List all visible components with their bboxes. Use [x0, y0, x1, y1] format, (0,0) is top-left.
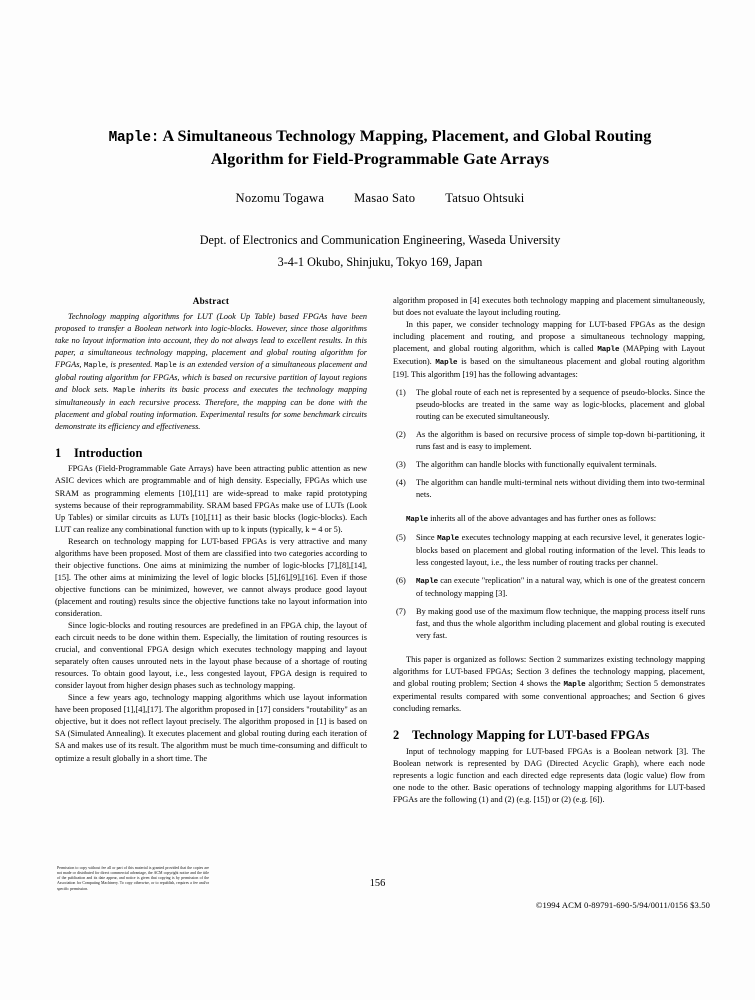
advantages-list-2	[393, 532, 705, 642]
abstract-mono-1: Maple	[83, 362, 106, 371]
body-columns	[55, 295, 705, 806]
list-item-prefix: Since	[416, 533, 438, 543]
list-item-text: By making good use of the maximum flow technique, the mapping process itself runs fast, and thus the whole algorithm including placement and global routing is executed very fast.	[416, 607, 705, 641]
abstract-mono-3: Maple	[113, 386, 136, 395]
abstract-part-2: , is presented.	[105, 360, 155, 370]
list-item	[393, 575, 705, 600]
intro-mono-maple-2: Maple	[435, 359, 458, 368]
section-1-heading	[55, 446, 367, 461]
affiliation-department: Dept. of Electronics and Communication Engineering, Waseda University	[199, 233, 561, 248]
list-marker: (2)	[396, 430, 406, 440]
left-column	[55, 295, 367, 806]
right-column-continued-paragraph: algorithm proposed in [4] executes both technology mapping and placement simultaneously, but does not evaluate the layout including routing.	[393, 296, 705, 318]
intro-part-a: In this paper, we consider technology mapping for LUT-based FPGAs as the design including placement and routing, and propose a simultaneous technology mapping, placement, and global routing algorithm, which is called	[393, 320, 705, 354]
list-item	[393, 387, 705, 423]
organization-paragraph	[393, 654, 705, 715]
organization-part-b: algorithm; Section 5 demonstrates experimental results compared with some conventional approaches; and Section 6 gives concluding remarks.	[393, 679, 706, 714]
right-column	[393, 295, 705, 806]
section-1-title: Introduction	[74, 445, 143, 460]
author-1: Nozomu Togawa	[235, 191, 325, 206]
list-item	[393, 477, 705, 501]
title-system-name: Maple:	[108, 130, 160, 146]
section-1-paragraph-4: Since a few years ago, technology mapping algorithms which use layout information have been proposed [1],[4],[17]. The algorithm proposed in [17] considers "routability" as an objective, but it does not reflect layout precisely. The algorithm proposed in [1] is based on SA (Simulated Annealing). It executes placement and global routing during each iteration of SA and makes use of its result. The algorithm must be much time-consuming and difficult to optimize a result globally in a short time. The	[55, 693, 367, 763]
abstract-text	[55, 311, 367, 432]
affiliation	[55, 230, 705, 273]
author-3: Tatsuo Ohtsuki	[445, 191, 525, 206]
inherit-mono-maple: Maple	[406, 516, 429, 525]
section-2-title: Technology Mapping for LUT-based FPGAs	[412, 728, 650, 743]
list-item-text: The algorithm can handle multi-terminal nets without dividing them into two-terminal nets.	[416, 478, 705, 500]
list-marker: (7)	[396, 607, 406, 617]
inherit-text: inherits all of the above advantages and has further ones as follows:	[428, 514, 657, 524]
list-item-text: The global route of each net is represented by a sequence of pseudo-blocks. Since the pseudo-blocks are treated in the same way as logic-blocks, placement and global routing can be executed simultaneously.	[416, 388, 705, 422]
section-1-paragraph-2: Research on technology mapping for LUT-based FPGAs is very attractive and many algorithms have been proposed. Most of them are classified into two categories according to their objective functions. One aims at minimizing the number of logic-blocks [7],[8],[14],[15]. The other aims at minimizing the level of logic blocks [5],[6],[9],[16]. Even if those objective functions can be minimized, however, we cannot always produce good layout (placement and routing) results since the objective functions take no layout information into consideration.	[55, 536, 367, 618]
section-2-number: 2	[393, 728, 400, 743]
section-2-heading	[393, 728, 705, 743]
section-1-paragraph-1: FPGAs (Field-Programmable Gate Arrays) have been attracting public attention as new ASIC devices which are programmable and of high density. Especially, FPGAs which use SRAM as programming elements [10],[11] are wide-spread to make rapid prototyping systems because of their reprogrammability. SRAM based FPGAs make use of LUTs (Look Up Tables) or similar circuits as LUTs [10],[11] as their basic blocks (logic-blocks). Each LUT can realize any combinational function with up to k inputs (typically, k = 4 or 5).	[55, 464, 367, 534]
list-item	[393, 532, 705, 569]
abstract-heading: Abstract	[192, 296, 230, 307]
abstract-mono-2: Maple	[154, 362, 177, 371]
affiliation-address: 3-4-1 Okubo, Shinjuku, Tokyo 169, Japan	[277, 254, 483, 269]
list-item	[393, 459, 705, 471]
author-list	[55, 191, 705, 206]
list-item-text: executes technology mapping at each recursive level, it generates logic-blocks based on placement and global routing information of the level. This leads to less congested layout, i.e., the less number of routing tracks per channel.	[416, 533, 706, 568]
list-marker: (5)	[396, 533, 406, 543]
list-item-text: As the algorithm is based on recursive process of simple top-down bi-partitioning, it runs fast and is easy to implement.	[416, 430, 705, 452]
section-1-number: 1	[55, 445, 62, 460]
list-marker: (1)	[396, 388, 406, 398]
intro-part-b: (MAPping with Layout Execution).	[393, 344, 705, 367]
advantages-list-1	[393, 387, 705, 501]
list-marker: (4)	[396, 478, 406, 488]
intro-mono-maple-1: Maple	[597, 346, 620, 355]
inherit-paragraph	[393, 513, 705, 526]
abstract-part-1: Technology mapping algorithms for LUT (Look Up Table) based FPGAs have been proposed to transfer a Boolean network into logic-blocks. However, since those algorithms take no layout information into account, they do not always lead to excellent results. In this paper, a simultaneous technology mapping, placement and global routing algorithm for FPGAs,	[55, 312, 367, 370]
list-item-text: The algorithm can handle blocks with functionally equivalent terminals.	[416, 460, 657, 470]
list-marker: (3)	[396, 460, 406, 470]
author-2: Masao Sato	[354, 191, 416, 206]
acm-copyright-line: ©1994 ACM 0-89791-690-5/94/0011/0156 $3.50	[535, 900, 710, 910]
list-item	[393, 429, 705, 453]
organization-mono-maple: Maple	[563, 681, 586, 690]
title-block	[55, 125, 705, 273]
list-item	[393, 606, 705, 642]
section-2-paragraph-1: Input of technology mapping for LUT-based FPGAs is a Boolean network [3]. The Boolean network is represented by DAG (Directed Acyclic Graph), where each node represents a logic function and each directed edge represents data (logic value) flow from one node to the other. Basic operations of technology mapping algorithms for LUT-based FPGAs are the following (1) and (2) (e.g. [15]) or (2) (e.g. [6]).	[393, 747, 705, 805]
intro-part-c: is based on the simultaneous placement and global routing algorithm [19]. This algorithm [19] has the following advantages:	[393, 357, 705, 379]
list-item-mono: Maple	[437, 535, 460, 544]
title-line-1-rest: A Simultaneous Technology Mapping, Placement, and Global Routing	[159, 127, 652, 145]
list-item-text: can execute "replication" in a natural way, which is one of the greatest concern of technology mapping [3].	[416, 576, 705, 598]
page-title	[71, 125, 689, 171]
list-marker: (6)	[396, 576, 406, 586]
right-column-intro-paragraph	[393, 319, 705, 381]
organization-part-a: This paper is organized as follows: Section 2 summarizes existing technology mapping algorithms for LUT-based FPGAs; Section 3 defines the technology mapping, placement, and global routing problem; Section 4 shows the	[393, 655, 705, 689]
abstract-part-4: inherits its basic process and executes the technology mapping simultaneously in each recursive process. Therefore, the mapping can be done with the placement and global routing information. Experimental results for some benchmark circuits demonstrate its efficiency and effectiveness.	[55, 384, 368, 431]
page-number: 156	[369, 878, 386, 889]
section-1-paragraph-3: Since logic-blocks and routing resources are predefined in an FPGA chip, the layout of each circuit needs to be done within them. Especially, the limitation of routing resources is crucial, and conventional FPGA design which executes technology mapping and layout separately often causes unrouted nets in the layout phase because of a shortage of routing resources. To obtain good layout, i.e., less congested layout, FPGA design is required to consider layout from higher design phases such as technology mapping.	[55, 621, 367, 691]
paper-content	[55, 125, 705, 806]
list-item-mono: Maple	[416, 578, 439, 587]
title-line-2: Algorithm for Field-Programmable Gate Arrays	[210, 150, 550, 169]
copyright-notice: Permission to copy without fee all or part of this material is granted provided that the copies are not made or distributed for direct commercial advantage, the ACM copyright notice and the title of the publication and its date appear, and notice is given that copying is by permission of the Association for Computing Machinery. To copy otherwise, or to republish, requires a fee and/or specific permission.	[57, 866, 209, 891]
abstract-part-3: is an extended version of a simultaneous placement and global routing algorithm for FPGAs, which is based on recursive partition of layout regions and block sets.	[55, 360, 368, 394]
